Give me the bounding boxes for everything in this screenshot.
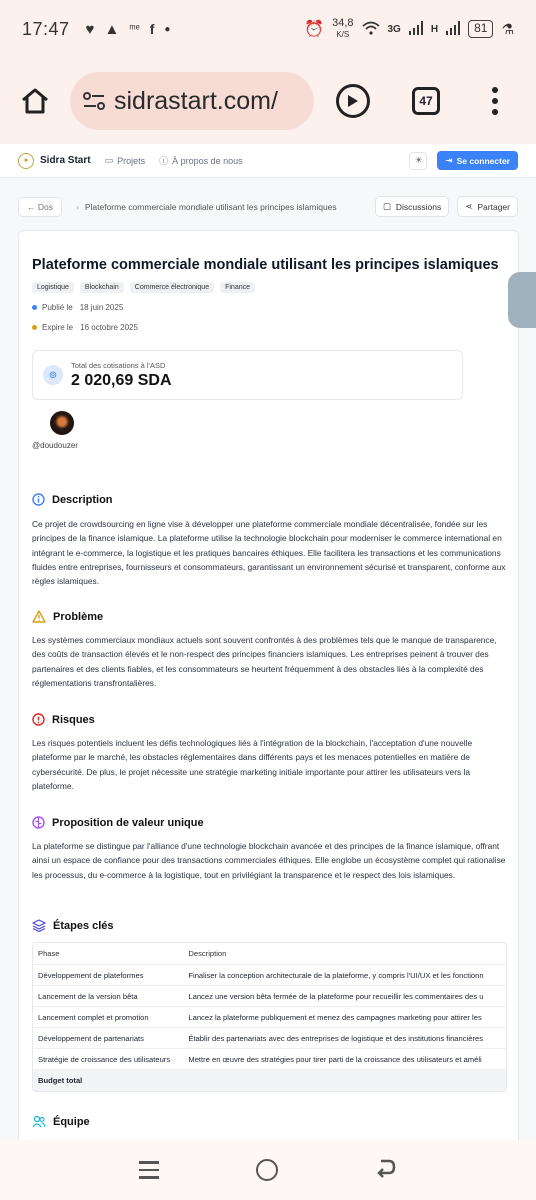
table-cell: Établir des partenariats avec des entreprises de logistique et des institutions financières bbox=[188, 1033, 484, 1043]
project-card bbox=[18, 230, 519, 1140]
info-circle-icon bbox=[32, 493, 45, 506]
avatar[interactable] bbox=[50, 411, 74, 435]
system-icons bbox=[304, 18, 514, 40]
steps-title: Étapes clés bbox=[53, 919, 114, 932]
risks-heading bbox=[32, 713, 95, 726]
breadcrumb bbox=[18, 196, 518, 217]
discussions-label: Discussions bbox=[395, 201, 442, 212]
table-cell: Développement de plateformes bbox=[38, 970, 144, 980]
tag[interactable]: Commerce électronique bbox=[130, 282, 214, 293]
net-speed-unit: K/S bbox=[336, 30, 350, 39]
table-footer bbox=[33, 1070, 506, 1091]
play-button[interactable] bbox=[336, 84, 370, 118]
net-speed-value: 34,8 bbox=[332, 17, 354, 29]
table-cell: Lancez la plateforme publiquement et menez des campagnes marketing pour attirer les bbox=[188, 1012, 482, 1022]
table-cell: Stratégie de croissance des utilisateurs bbox=[38, 1054, 171, 1064]
budget-total-label: Budget total bbox=[38, 1076, 83, 1085]
alarm-icon: ⏰ bbox=[304, 21, 325, 38]
gallery-icon: ▲ bbox=[104, 20, 120, 38]
url-text: sidrastart.com/ bbox=[114, 86, 278, 115]
signal-icon-2 bbox=[446, 21, 460, 38]
net-speed bbox=[332, 18, 353, 40]
expires-row bbox=[32, 323, 138, 332]
team-title: Équipe bbox=[53, 1115, 90, 1128]
heart-icon: ♥ bbox=[85, 20, 95, 38]
site-settings-icon[interactable] bbox=[82, 91, 106, 111]
problem-text: Les systèmes commerciaux mondiaux actuels sont souvent confrontés à des problèmes tels que le manque de transparence, des coûts de transaction élevés et le non-respect des principes financiers islamiques. Les entreprises peinent à trouver des partenaires et des clients fiables, et les consommateurs se heurtent fréquemment à des obstacles liés à la complexité des réglementations transfrontalières. bbox=[32, 635, 497, 688]
login-icon: ⇥ bbox=[445, 155, 453, 165]
back-arrow-icon[interactable] bbox=[375, 1157, 397, 1184]
column-header-description: Description bbox=[188, 949, 227, 958]
contributions-label: Total des cotisations à l'ASD bbox=[71, 360, 166, 370]
description-text: Ce projet de crowdsourcing en ligne vise à développer une plateforme commerciale mondiale décentralisée, fondée sur les principes de la finance islamique. La plateforme utilise la technologie blockchain pour moderniser le commerce international en intégrant le e-commerce, la logistique et les pratiques bancaires éthiques. Elle facilitera les transactions et les communications fluides entre entreprises, fournisseurs et consommateurs, garantissant un environnement sécurisé et transparent, conforme aux règles islamiques. bbox=[32, 519, 506, 587]
nav-about[interactable] bbox=[159, 154, 243, 167]
me-icon: ᵐᵉ bbox=[129, 23, 140, 35]
nav-projects-label: Projets bbox=[117, 155, 146, 166]
risks-title: Risques bbox=[52, 713, 95, 726]
site-header bbox=[0, 144, 536, 178]
folder-icon: ▭ bbox=[104, 155, 114, 165]
recent-apps-icon[interactable] bbox=[139, 1161, 159, 1179]
back-button[interactable]: ← Dos bbox=[18, 197, 62, 217]
page-content bbox=[0, 178, 536, 1140]
published-row bbox=[32, 303, 123, 312]
table-cell: Lancez une version bêta fermée de la plateforme pour recueillir les commentaires des u bbox=[188, 991, 484, 1001]
description-heading bbox=[32, 493, 113, 506]
table-row bbox=[33, 1049, 506, 1070]
home-circle-icon[interactable] bbox=[256, 1159, 278, 1181]
share-label: Partager bbox=[477, 201, 510, 212]
home-button[interactable] bbox=[14, 80, 56, 122]
browser-toolbar bbox=[0, 58, 536, 144]
description-title: Description bbox=[52, 493, 113, 506]
brain-icon bbox=[32, 816, 45, 829]
system-nav-bar bbox=[0, 1140, 536, 1200]
back-label: Dos bbox=[37, 201, 53, 212]
published-label: Publié le bbox=[42, 303, 73, 312]
risks-text: Les risques potentiels incluent les défis technologiques liés à l'intégration de la blockchain, l'acceptation d'une nouvelle plateforme par le marché, les obstacles réglementaires dans différents pays et les menaces potentielles en matière de cybersécurité. De plus, le projet nécessite une stratégie marketing initiale importante pour attirer les utilisateurs vers la plateforme. bbox=[32, 738, 473, 791]
team-heading bbox=[32, 1115, 90, 1128]
info-icon: ⓘ bbox=[159, 156, 169, 166]
problem-title: Problème bbox=[53, 610, 104, 623]
network-type-2: H bbox=[430, 23, 439, 35]
nav-about-label: À propos de nous bbox=[172, 155, 243, 166]
users-icon bbox=[32, 1115, 46, 1128]
column-header-phase: Phase bbox=[38, 949, 60, 958]
play-icon bbox=[347, 94, 359, 108]
table-cell: Lancement complet et promotion bbox=[38, 1012, 149, 1022]
notification-icons bbox=[86, 21, 171, 38]
steps-heading bbox=[32, 919, 114, 932]
tag[interactable]: Logistique bbox=[32, 282, 74, 293]
signal-icon bbox=[409, 21, 423, 38]
table-cell: Mettre en œuvre des stratégies pour tirer parti de la croissance des utilisateurs et améli bbox=[188, 1054, 482, 1064]
table-row bbox=[33, 1007, 506, 1028]
published-date: 18 juin 2025 bbox=[79, 303, 124, 312]
alert-circle-icon bbox=[32, 713, 45, 726]
theme-toggle-button[interactable] bbox=[409, 152, 427, 170]
edge-panel-handle[interactable] bbox=[508, 272, 536, 328]
network-type-1: 3G bbox=[387, 23, 401, 35]
uvp-heading bbox=[32, 816, 204, 829]
tag[interactable]: Finance bbox=[220, 282, 255, 293]
share-icon: ⋖ bbox=[465, 201, 473, 211]
tag[interactable]: Blockchain bbox=[80, 282, 124, 293]
uvp-text: La plateforme se distingue par l'alliance d'une technologie blockchain avancée et des principes de la finance islamique, offrant ainsi un espace de confiance pour des transactions commerciales éthiques. Elle englobe un écosystème complet qui rationalise les processus, du e-commerce à la logistique, tout en privilégiant la transparence et le respect des lois islamiques. bbox=[32, 841, 506, 880]
brand-name: Sidra Start bbox=[40, 155, 91, 166]
facebook-icon: f bbox=[149, 21, 155, 37]
brand[interactable] bbox=[18, 153, 91, 169]
expires-date: 16 octobre 2025 bbox=[80, 323, 138, 332]
table-cell: Lancement de la version bêta bbox=[38, 991, 138, 1001]
overflow-menu-icon[interactable] bbox=[490, 87, 500, 115]
tag-list bbox=[32, 282, 255, 293]
nav-projects[interactable] bbox=[105, 155, 146, 166]
table-header bbox=[33, 943, 506, 965]
expires-dot-icon bbox=[32, 325, 37, 330]
wifi-icon bbox=[362, 21, 380, 38]
contributions-box bbox=[32, 350, 463, 400]
layers-icon bbox=[32, 919, 46, 932]
table-cell: Finaliser la conception architecturale de la plateforme, y compris l'UI/UX et les fonctionn bbox=[188, 970, 484, 980]
tab-switcher-button[interactable]: 47 bbox=[412, 87, 440, 115]
coins-icon: ⊚ bbox=[43, 365, 63, 385]
battery-indicator: 81 bbox=[468, 20, 493, 38]
warning-triangle-icon bbox=[32, 610, 46, 623]
table-row bbox=[33, 965, 506, 986]
problem-heading bbox=[32, 610, 103, 623]
dot-icon: ● bbox=[164, 23, 171, 35]
status-time: 17:47 bbox=[22, 18, 70, 39]
flask-icon: ⚗ bbox=[501, 20, 514, 37]
table-row bbox=[33, 986, 506, 1007]
login-label: Se connecter bbox=[456, 155, 510, 166]
expires-label: Expire le bbox=[42, 323, 74, 332]
contributions-value: 2 020,69 SDA bbox=[71, 371, 172, 389]
chevron-right-icon: › bbox=[76, 201, 79, 212]
discussions-button[interactable] bbox=[375, 196, 449, 217]
home-icon bbox=[20, 87, 50, 115]
sidra-logo-icon: ✦ bbox=[18, 153, 34, 169]
status-bar bbox=[0, 0, 536, 58]
table-cell: Développement de partenariats bbox=[38, 1033, 144, 1043]
share-button[interactable] bbox=[457, 196, 518, 217]
milestones-table bbox=[32, 942, 507, 1092]
sun-icon: ☀ bbox=[414, 155, 423, 165]
page-title: Plateforme commerciale mondiale utilisant les principes islamiques bbox=[32, 257, 499, 273]
uvp-title: Proposition de valeur unique bbox=[52, 816, 204, 829]
table-row bbox=[33, 1028, 506, 1049]
published-dot-icon bbox=[32, 305, 37, 310]
login-button[interactable] bbox=[437, 151, 518, 170]
username[interactable]: @doudouzer bbox=[32, 441, 78, 450]
url-bar[interactable] bbox=[70, 72, 314, 130]
chat-icon: ▢ bbox=[382, 201, 391, 211]
breadcrumb-current: Plateforme commerciale mondiale utilisant les principes islamiques bbox=[84, 201, 337, 212]
